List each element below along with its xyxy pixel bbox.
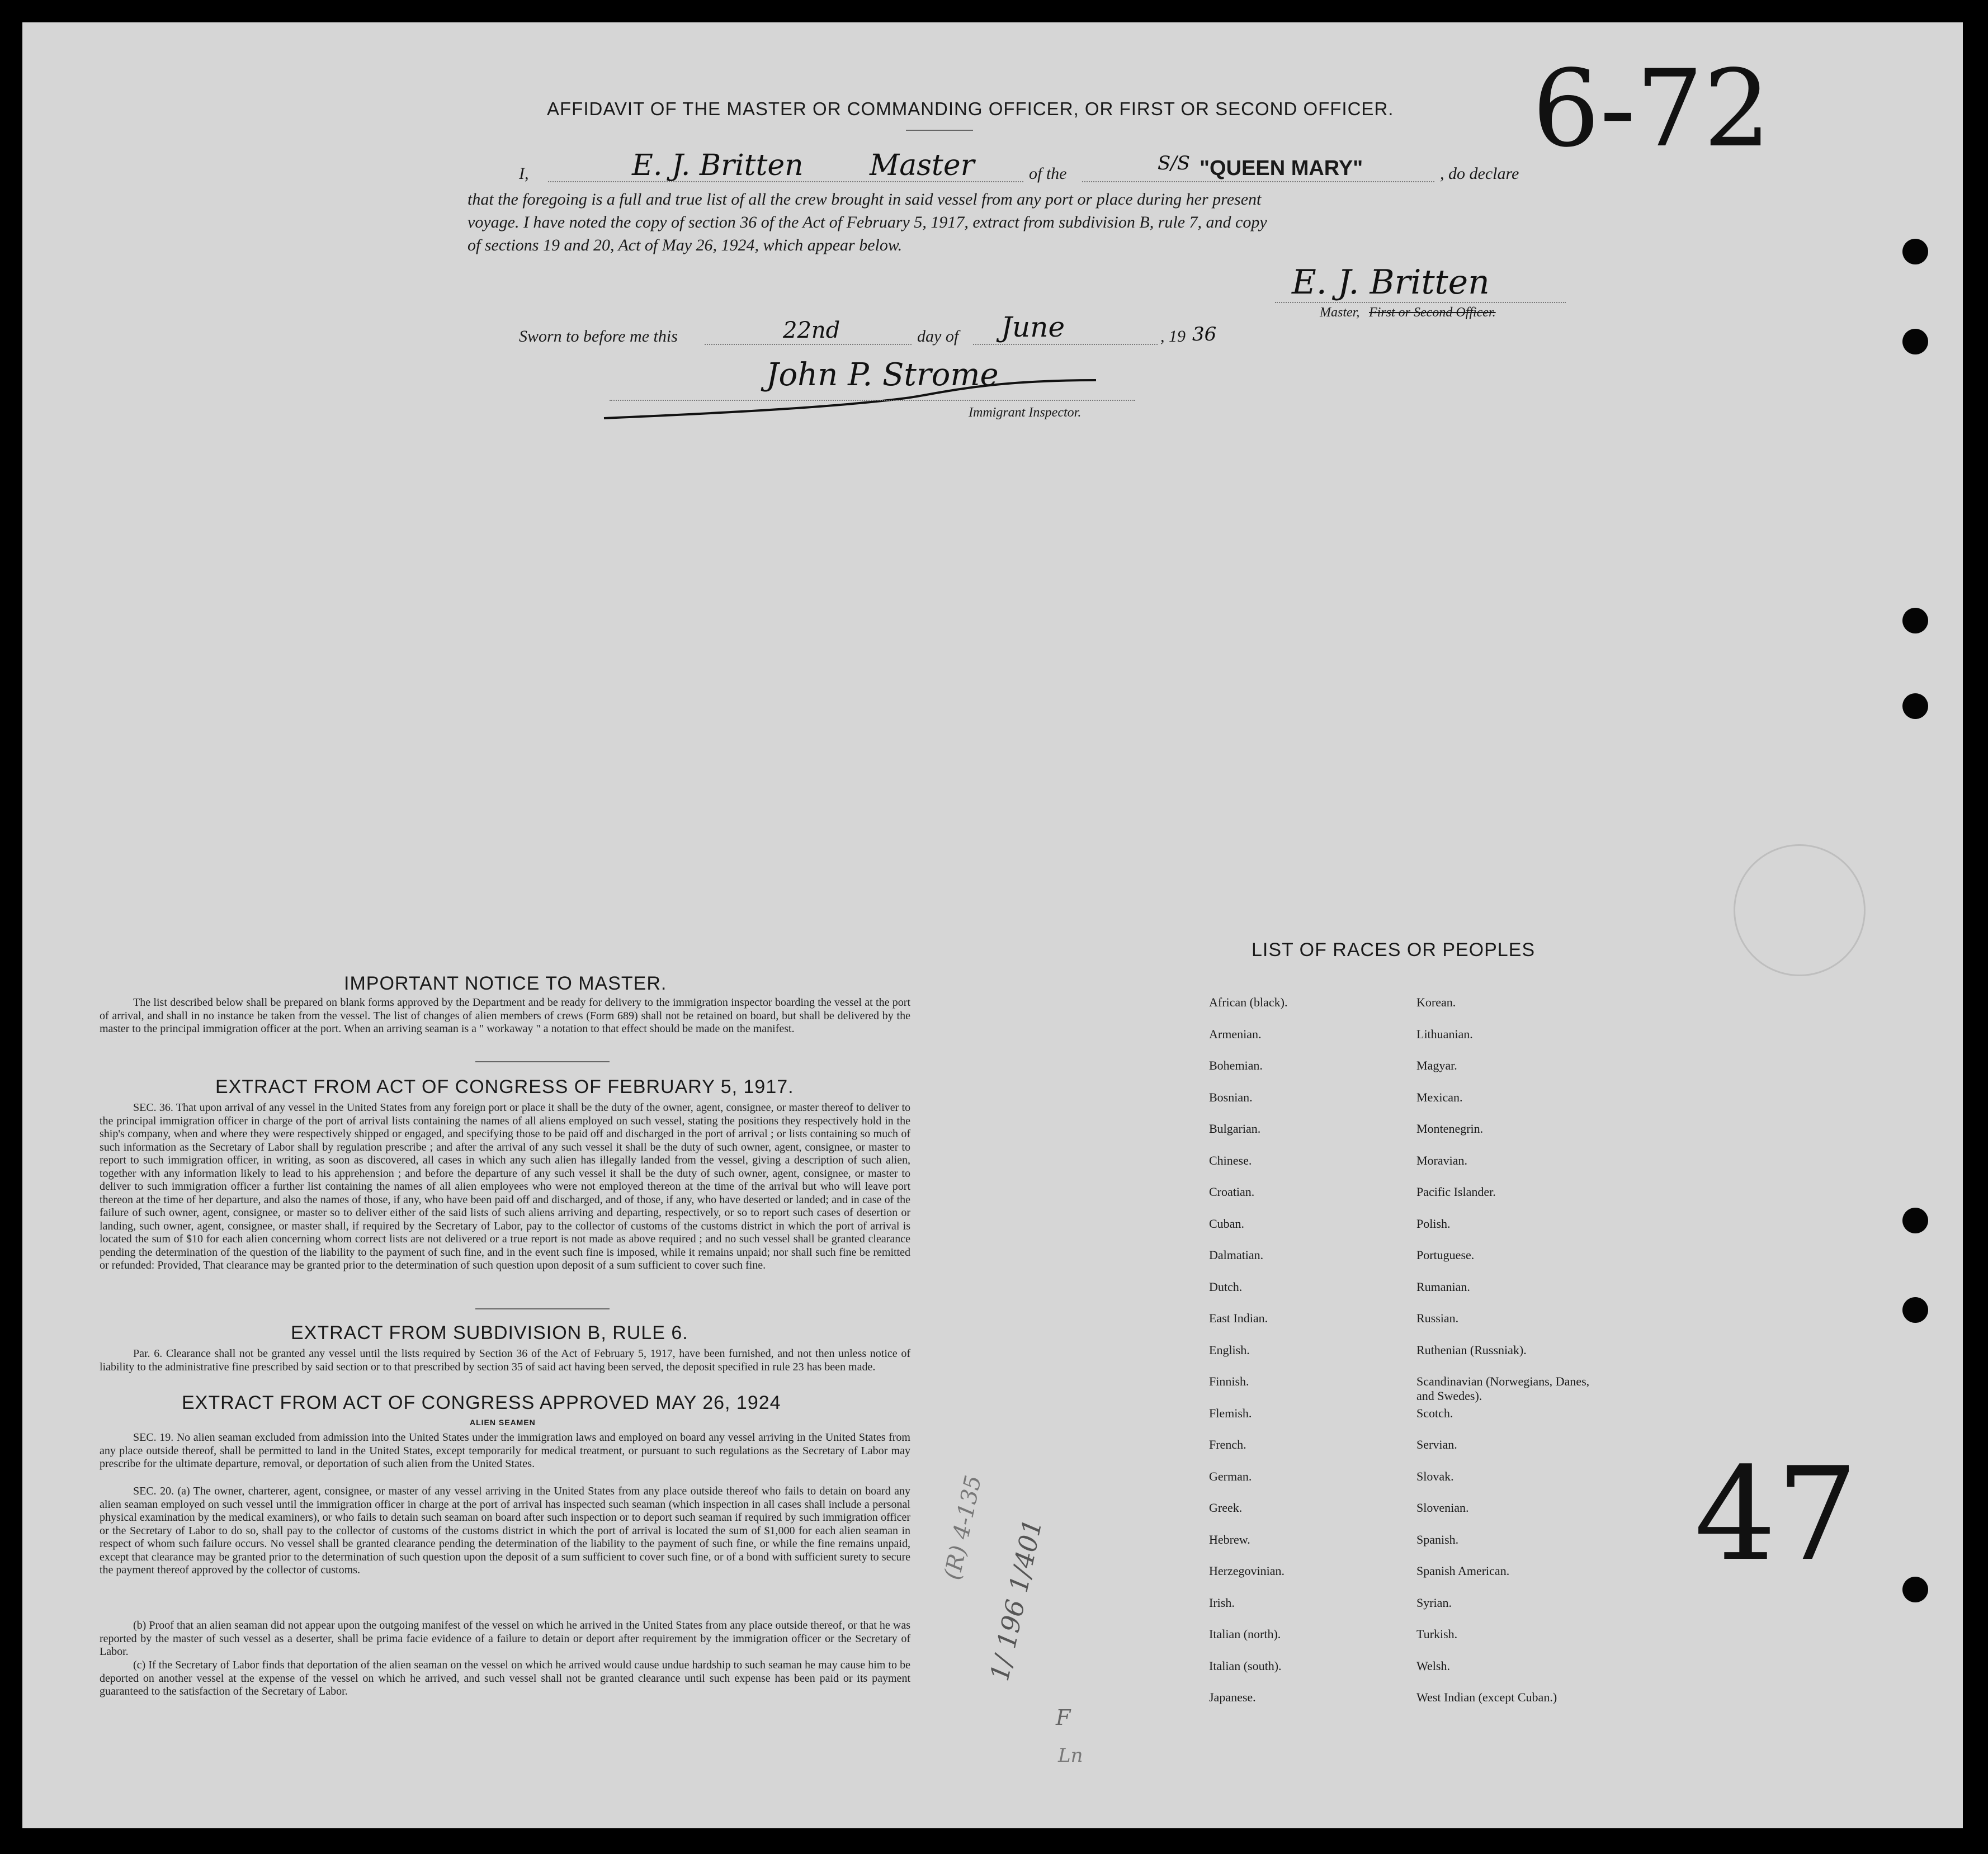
race-item: French. — [1209, 1437, 1246, 1451]
margin-note-3: F — [1056, 1705, 1071, 1730]
margin-number-handwritten: 47 — [1694, 1440, 1858, 1590]
race-item: Finnish. — [1209, 1374, 1249, 1388]
race-item: Italian (south). — [1209, 1658, 1282, 1673]
year-suffix: 36 — [1192, 323, 1217, 346]
master-signature: E. J. Britten — [1292, 263, 1490, 302]
month-line — [973, 344, 1158, 345]
race-item: Russian. — [1416, 1311, 1459, 1325]
declaration-line-1: that the foregoing is a full and true list of all the crew brought in said vessel from any port or place during her present — [468, 190, 1262, 209]
struck-caption: First or Second Officer. — [1369, 305, 1496, 320]
sworn-month: June — [1001, 311, 1065, 343]
race-item: English. — [1209, 1342, 1250, 1357]
race-item: Chinese. — [1209, 1153, 1252, 1167]
race-item: Polish. — [1416, 1216, 1451, 1231]
race-item: Dutch. — [1209, 1279, 1243, 1294]
race-item: Korean. — [1416, 995, 1456, 1009]
races-right-column — [1416, 995, 1663, 1722]
race-item: Mexican. — [1416, 1090, 1463, 1104]
affidavit-title: AFFIDAVIT OF THE MASTER OR COMMANDING OFFICER, OR FIRST OR SECOND OFFICER. — [547, 98, 1394, 119]
declaration-line-3: of sections 19 and 20, Act of May 26, 1924, which appear below. — [468, 236, 903, 254]
notice-text: The list described below shall be prepared on blank forms approved by the Department and be ready for delivery to the immigration inspector boarding the vessel at the port of arrival, and shall in no instance be taken from the vessel. The list of changes of alien members of crews (Form 689) shall not be retained on board, but shall be delivered by the master to the principal immigration officer at the port. When an arriving seaman is a " workaway " a notation to that effect should be made on the manifest. — [100, 996, 910, 1035]
inspector-line — [610, 400, 1135, 401]
margin-note-1: (R) 4-135 — [939, 1473, 987, 1582]
extract-1924-sec20c: (c) If the Secretary of Labor finds that deportation of the alien seaman on the vessel on which he arrived would cause undue hardship to such seaman he may cause him to be deported on another vessel at the expense of the vessel on which he arrived, and such vessel shall not be granted clearance until such expense has been paid or its payment guaranteed to the satisfaction of the Secretary of Labor. — [100, 1659, 910, 1697]
sworn-label: Sworn to before me this — [519, 327, 678, 346]
race-item: Spanish. — [1416, 1532, 1459, 1546]
day-line — [705, 344, 912, 345]
race-item: Moravian. — [1416, 1153, 1468, 1167]
race-item: Portuguese. — [1416, 1248, 1475, 1262]
sworn-day: 22nd — [783, 318, 840, 343]
race-item: Armenian. — [1209, 1027, 1262, 1041]
race-item: Japanese. — [1209, 1690, 1256, 1704]
margin-note-2: 1/ 196 1/401 — [984, 1516, 1049, 1684]
race-item: Rumanian. — [1416, 1279, 1470, 1294]
master-caption: Master, — [1320, 305, 1360, 320]
race-item: Bohemian. — [1209, 1058, 1263, 1072]
document-sheet — [22, 22, 1963, 1828]
extract-rule6-title: EXTRACT FROM SUBDIVISION B, RULE 6. — [291, 1322, 688, 1344]
race-item: East Indian. — [1209, 1311, 1268, 1325]
race-item: Pacific Islander. — [1416, 1185, 1496, 1199]
title-divider — [906, 130, 973, 131]
races-title: LIST OF RACES OR PEOPLES — [1252, 939, 1536, 961]
race-item: Bosnian. — [1209, 1090, 1253, 1104]
master-position: Master — [870, 149, 975, 182]
race-item: Montenegrin. — [1416, 1122, 1484, 1136]
race-item: Dalmatian. — [1209, 1248, 1264, 1262]
declare-label: , do declare — [1440, 164, 1519, 183]
races-left-column — [1209, 995, 1410, 1722]
extract-1924-sec20: SEC. 20. (a) The owner, charterer, agent, consignee, or master of any vessel arriving in the United States from any place outside thereof who fails to detain on board any alien seaman employed on such vessel until the immigration officer in charge at the port of arrival has inspected such seaman (which inspection in all cases shall include a personal physical examination by the medical examiners), or who fails to detain such seaman on board after such inspection or to deport such seaman if required by such immigration officer or the Secretary of Labor to do so, shall pay to the collector of customs of the customs district in which the port of arrival is located the sum of $1,000 for each alien seaman in respect of whom such failure occurs. No vessel shall be granted clearance pending the determination of the liability to the payment of such fine, or while the fine remains unpaid, except that clearance may be granted prior to the determination of such question upon the deposit of a sum sufficient to cover such fine, or of a bond with sufficient surety to secure the payment thereof approved by the collector of customs. — [100, 1485, 910, 1576]
section-divider — [475, 1061, 610, 1062]
notice-title: IMPORTANT NOTICE TO MASTER. — [344, 973, 667, 994]
race-item: German. — [1209, 1469, 1252, 1483]
race-item: Scandinavian (Norwegians, Danes, and Swedes). — [1416, 1374, 1590, 1403]
race-item: Greek. — [1209, 1501, 1243, 1515]
race-item: Irish. — [1209, 1595, 1235, 1610]
punch-hole — [1902, 693, 1928, 719]
master-name: E. J. Britten — [632, 149, 804, 182]
faint-stamp-seal — [1734, 844, 1866, 976]
race-item: West Indian (except Cuban.) — [1416, 1690, 1557, 1704]
section-divider — [475, 1308, 610, 1309]
page-number-handwritten: 6-72 — [1532, 47, 1771, 171]
extract-1924-sec19: SEC. 19. No alien seaman excluded from admission into the United States under the immigration laws and employed on board any vessel arriving in the United States from any place outside thereof, shall be permitted to land in the United States, except temporarily for medical treatment, or pursuant to such regulations as the Secretary of Labor may prescribe for the ultimate departure, removal, or deportation of such alien from the United States. — [100, 1431, 910, 1470]
race-item: African (black). — [1209, 995, 1288, 1009]
race-item: Italian (north). — [1209, 1627, 1281, 1641]
race-item: Flemish. — [1209, 1406, 1252, 1420]
punch-hole — [1902, 239, 1928, 264]
vessel-line — [1082, 181, 1434, 182]
race-item: Scotch. — [1416, 1406, 1453, 1420]
extract-1924-subtitle: ALIEN SEAMEN — [470, 1418, 536, 1427]
extract-1924-title: EXTRACT FROM ACT OF CONGRESS APPROVED MAY 26, 1924 — [182, 1392, 781, 1413]
race-item: Servian. — [1416, 1437, 1457, 1451]
race-item: Bulgarian. — [1209, 1122, 1261, 1136]
year-prefix: , 19 — [1160, 327, 1186, 346]
race-item: Lithuanian. — [1416, 1027, 1473, 1041]
race-item: Syrian. — [1416, 1595, 1452, 1610]
inspector-signature: John P. Strome — [766, 357, 999, 393]
margin-note-4: Ln — [1058, 1744, 1083, 1767]
extract-rule6-text: Par. 6. Clearance shall not be granted any vessel until the lists required by Section 36 of the Act of February 5, 1917, have been furnished, and not then unless notice of liability to the administrative fine prescribed by said section or to that prescribed by section 35 of said act having been served, the deposit specified in rule 23 has been made. — [100, 1347, 910, 1373]
vessel-prefix: S/S — [1158, 152, 1191, 174]
day-of-label: day of — [917, 327, 959, 346]
extract-1924-sec20b: (b) Proof that an alien seaman did not appear upon the outgoing manifest of the vessel on which he arrived in the United States from any place outside thereof, or that he was reported by the master of such vessel as a deserter, shall be prima facie evidence of a failure to detain or deport after requirement by the immigration officer or the Secretary of Labor. — [100, 1619, 910, 1658]
punch-hole — [1902, 1577, 1928, 1602]
race-item: Cuban. — [1209, 1216, 1244, 1231]
race-item: Ruthenian (Russniak). — [1416, 1342, 1527, 1357]
race-item: Slovenian. — [1416, 1501, 1469, 1515]
punch-hole — [1902, 608, 1928, 633]
race-item: Herzegovinian. — [1209, 1564, 1285, 1578]
punch-hole — [1902, 1208, 1928, 1233]
punch-hole — [1902, 329, 1928, 354]
race-item: Hebrew. — [1209, 1532, 1250, 1546]
declarant-label: I, — [519, 164, 529, 183]
race-item: Turkish. — [1416, 1627, 1458, 1641]
race-item: Welsh. — [1416, 1658, 1450, 1673]
extract-1917-title: EXTRACT FROM ACT OF CONGRESS OF FEBRUARY 5, 1917. — [215, 1076, 794, 1098]
race-item: Spanish American. — [1416, 1564, 1510, 1578]
race-item: Croatian. — [1209, 1185, 1255, 1199]
punch-hole — [1902, 1297, 1928, 1323]
of-the-label: of the — [1029, 164, 1067, 183]
declaration-line-2: voyage. I have noted the copy of section 36 of the Act of February 5, 1917, extract from subdivision B, rule 7, and copy — [468, 213, 1267, 231]
vessel-name: "QUEEN MARY" — [1200, 157, 1363, 180]
signature-line — [1275, 302, 1566, 303]
race-item: Slovak. — [1416, 1469, 1454, 1483]
race-item: Magyar. — [1416, 1058, 1457, 1072]
inspector-caption: Immigrant Inspector. — [969, 405, 1082, 420]
extract-1917-text: SEC. 36. That upon arrival of any vessel in the United States from any foreign port or place it shall be the duty of the owner, agent, consignee, or master thereof to deliver to the principal immigration officer in charge of the port of arrival lists containing the names of all aliens employed on such vessel, stating the positions they respectively hold in the ship's company, when and where they were respectively shipped or engaged, and specifying those to be paid off and discharged in the port of arrival ; or lists containing so much of such information as the Secretary of Labor shall by regulation prescribe ; and after the arrival of any such vessel it shall be the duty of such owner, agent, consignee, or master to report to such immigration officer, in writing, as soon as discovered, all cases in which any such alien has illegally landed from the vessel, giving a description of such alien, together with any information likely to lead to his apprehension ; and before the departure of any such vessel it shall be the duty of such owner, agent, consignee, or master to deliver to such immigration officer a further list containing the names of all alien employees who were not employed thereon at the time of the arrival but who will leave port thereon at the time of her departure, and also the names of those, if any, who have been paid off and discharged, and of those, if any, who have deserted or landed; and in case of the failure of such owner, agent, consignee, or master so to deliver either of the said lists of such aliens arriving and departing, respectively, or so to report such cases of desertion or landing, such owner, agent, consignee, or master shall, if required by the Secretary of Labor, pay to the collector of customs of the customs district in which the port of arrival is located the sum of $10 for each alien concerning whom correct lists are not delivered or a true report is not made as above required ; and no such vessel shall be granted clearance pending the determination of the question of the liability to the payment of such fine, and in the event such fine is imposed, while it remains unpaid; nor shall such fine be remitted or refunded: Provided, That clearance may be granted prior to the determination of such question upon deposit of a sum sufficient to cover such fine. — [100, 1101, 910, 1271]
